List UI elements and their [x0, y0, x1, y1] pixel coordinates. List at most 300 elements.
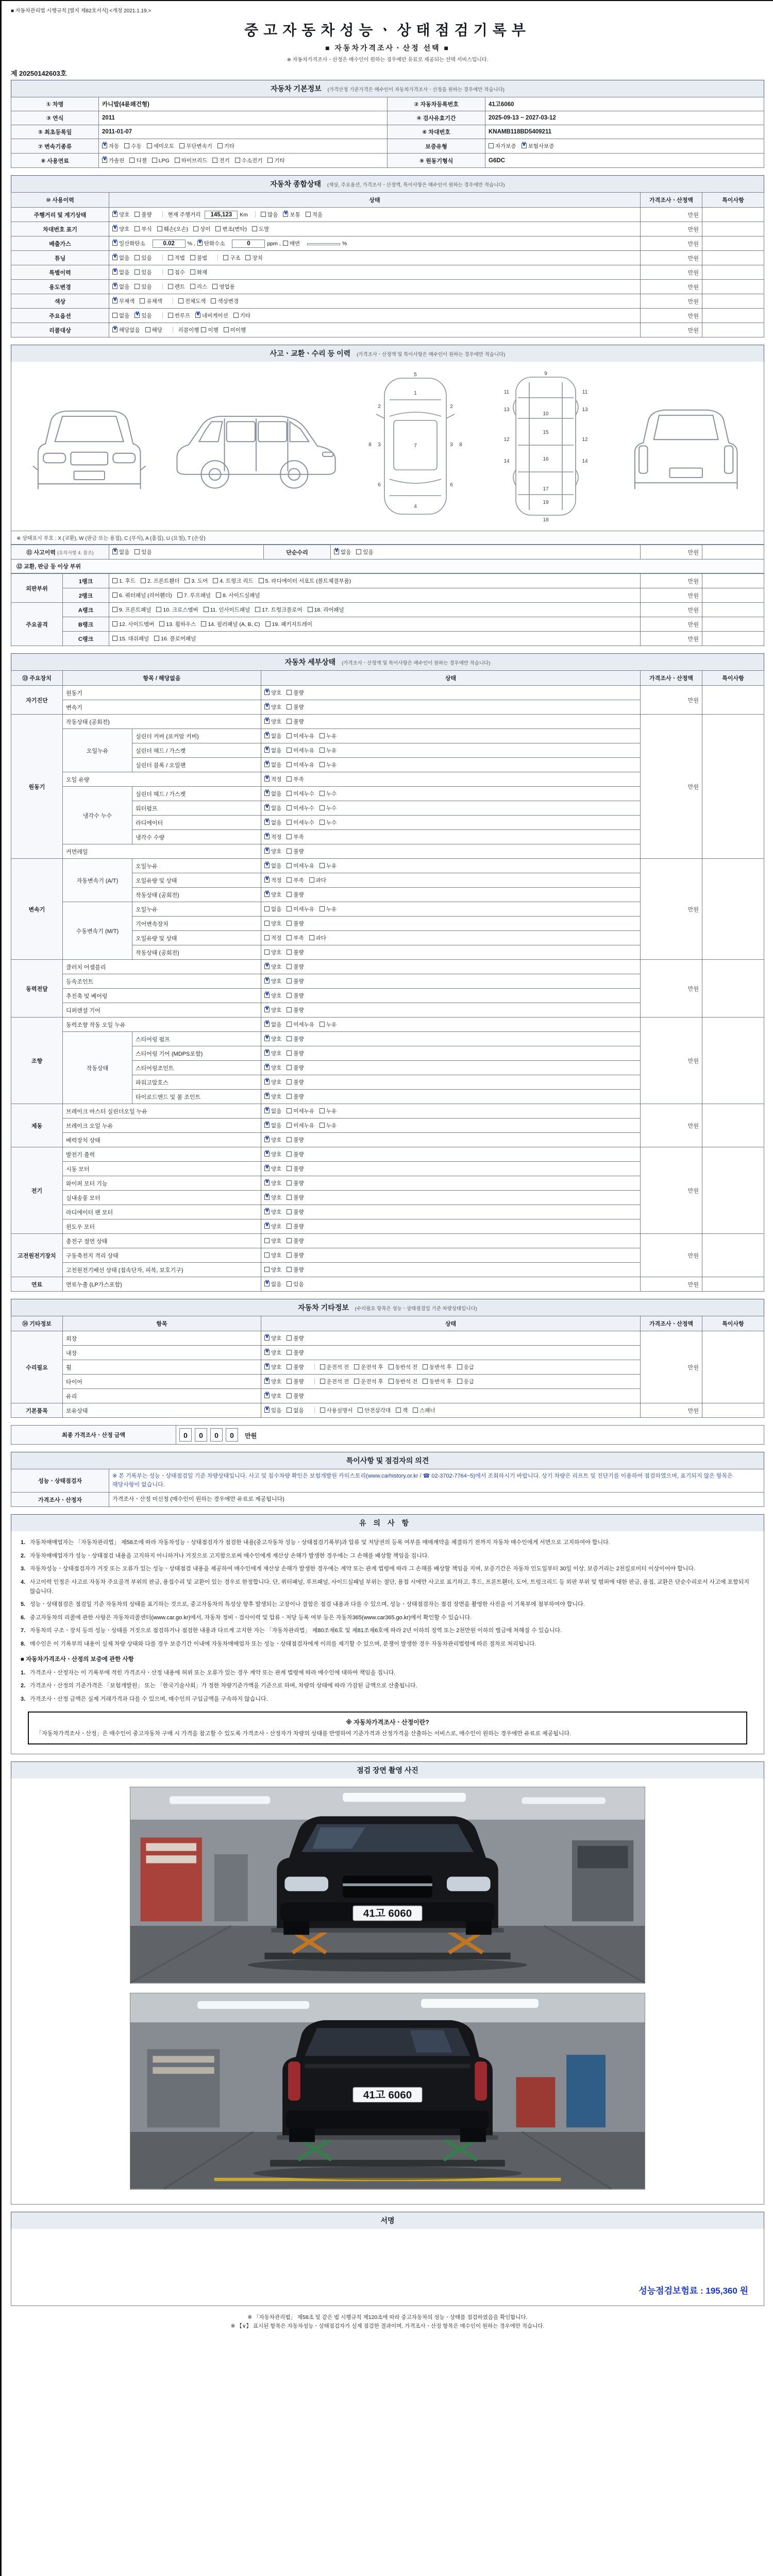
checkbox-option[interactable]: [287, 1122, 314, 1129]
checkbox-option[interactable]: [112, 548, 129, 556]
checkbox-option[interactable]: [396, 1406, 408, 1414]
checkbox-option[interactable]: [112, 297, 135, 305]
checkbox-option[interactable]: [287, 1006, 304, 1014]
checkbox-option[interactable]: [287, 1266, 304, 1274]
checkbox-option[interactable]: [252, 225, 269, 233]
checkbox-option[interactable]: [135, 312, 152, 319]
checkbox-option[interactable]: [522, 142, 554, 150]
opinion-text: ※ 본 기록부는 성능ㆍ상태점검일 기준 차량상태입니다. 사고 및 침수차량 확인은 보험개발원 카히스토리(www.carhistory.or.kr / ☎ 02-3702-7764~5)에서 조회하시기 바랍니다. 상기 차량은 리프트 및 진단기를 이용하여 점검하였으며, 표기되지 않은 항목은 해당사항이 없습니다.: [109, 1469, 764, 1493]
checkbox-option[interactable]: [264, 1122, 281, 1129]
checkbox-option[interactable]: [287, 1334, 304, 1342]
checkbox-option[interactable]: [216, 591, 260, 599]
item-label: 워터펌프: [132, 801, 261, 816]
option-label: 양호: [271, 1007, 282, 1013]
checkbox: [154, 636, 159, 641]
checkbox-option[interactable]: [152, 158, 170, 164]
checkbox-option[interactable]: [287, 1251, 304, 1259]
option-label: 누유: [326, 1108, 337, 1114]
rank-row: [11, 603, 764, 617]
simple-repair-state: [331, 545, 641, 560]
option-label: 적정: [271, 834, 282, 840]
item-state: [261, 1104, 641, 1118]
checkbox-option[interactable]: [287, 1136, 304, 1144]
option-label: 불량: [141, 212, 152, 218]
checkbox-option[interactable]: [264, 1064, 281, 1072]
checked-checkbox: [197, 241, 203, 246]
option-label: 양호: [119, 226, 130, 232]
checkbox: [168, 255, 173, 260]
checkbox-option[interactable]: [264, 1150, 281, 1158]
checkbox-option[interactable]: [135, 283, 152, 291]
checkbox-option[interactable]: [264, 1223, 281, 1230]
checkbox-option[interactable]: [287, 1150, 304, 1158]
price-cell: 만원: [641, 960, 702, 1018]
checkbox: [287, 993, 292, 998]
checkbox-option[interactable]: [224, 326, 246, 334]
checkbox-option[interactable]: [264, 891, 281, 899]
price-cell: 만원: [641, 1104, 702, 1147]
option-label: 전기: [219, 158, 230, 164]
checkbox-option[interactable]: [287, 833, 304, 841]
checkbox-option[interactable]: [320, 1363, 349, 1371]
checkbox-option[interactable]: [309, 876, 326, 884]
checkbox-option[interactable]: [259, 577, 351, 585]
checkbox-option[interactable]: [112, 591, 172, 599]
checkbox-option[interactable]: [413, 1406, 435, 1414]
checkbox-option[interactable]: [264, 732, 281, 740]
footer-notes: [11, 2313, 764, 2332]
option-label: 누수: [326, 820, 337, 826]
checkbox-option[interactable]: [457, 1378, 474, 1385]
section-final-price: [11, 1425, 764, 1445]
checkbox-option[interactable]: [264, 1266, 281, 1274]
price-survey-info-text: 「자동차가격조사ㆍ산정」은 매수인이 중고자동차 구매 시 가격을 참고할 수 있도록 가격조사ㆍ산정자가 차량의 상태를 반영하여 기준가격과 산정가격을 산출하는 서비스로, 매수인이 원하는 경우에만 유료로 제공됩니다.: [36, 1731, 572, 1737]
checkbox-option[interactable]: [135, 211, 152, 218]
checkbox-option[interactable]: [264, 1006, 281, 1014]
checkbox-option[interactable]: [287, 689, 304, 697]
checkbox-option[interactable]: [354, 1363, 383, 1371]
checkbox-option[interactable]: [287, 1078, 304, 1086]
checkbox-option[interactable]: [287, 703, 304, 711]
checkbox-option[interactable]: [320, 1378, 349, 1385]
checkbox: [124, 143, 129, 148]
checkbox-option[interactable]: [264, 948, 281, 956]
checkbox-option[interactable]: [264, 775, 281, 783]
checkbox-option[interactable]: [287, 1349, 304, 1357]
checkbox-option[interactable]: [320, 732, 337, 740]
checkbox-option[interactable]: [265, 620, 312, 628]
checkbox-option[interactable]: [177, 591, 211, 599]
final-price-unit: 만원: [245, 1432, 257, 1439]
notice-item: 4. 사고이력 인정은 사고로 자동차 주요골격 부위의 판금, 용접수리 및 교환이 있는 경우로 한정합니다. 단, 쿼터패널, 루프패널, 사이드실패널 부위는 절단, 용접 시에만 사고로 표기하고, 후드, 프론트휀더, 도어, 트렁크리드 등 외판 부위 및 범퍼에 대한 판금, 용접, 교환은 단순수리로서 사고에 포함되지 않습니다.: [21, 1579, 750, 1595]
checkbox-option[interactable]: [264, 689, 281, 697]
option-label: 동반석 전: [395, 1364, 418, 1370]
checkbox-option[interactable]: [264, 1136, 281, 1144]
checkbox-option[interactable]: [124, 142, 141, 150]
checkbox-option[interactable]: [112, 268, 129, 276]
rank-label: B랭크: [63, 617, 109, 632]
option-label: 불량: [293, 1224, 304, 1230]
checkbox-option[interactable]: [283, 211, 300, 218]
checkbox-option[interactable]: [287, 1406, 304, 1414]
checkbox-option[interactable]: [201, 620, 260, 628]
checkbox-option[interactable]: [168, 268, 185, 276]
checkbox-option[interactable]: [287, 920, 304, 927]
checkbox-option[interactable]: [283, 240, 300, 247]
checkbox-option[interactable]: [159, 620, 196, 628]
checkbox-option[interactable]: [264, 747, 281, 754]
option-label: 없음: [271, 1281, 282, 1287]
checkbox-option[interactable]: [157, 225, 189, 233]
checked-checkbox: [264, 993, 270, 998]
checkbox-option[interactable]: [287, 1237, 304, 1245]
checkbox-option[interactable]: [197, 240, 225, 247]
checkbox-option[interactable]: [320, 905, 337, 913]
checkbox-option[interactable]: [264, 876, 281, 884]
inspection-photo-front: [130, 1787, 645, 1984]
item-state: [261, 1248, 641, 1263]
checkbox-option[interactable]: [135, 268, 152, 276]
checkbox-option[interactable]: [287, 992, 304, 999]
checkbox-option[interactable]: [320, 819, 337, 826]
option-label: 양호: [271, 1224, 282, 1230]
checkbox-option[interactable]: [309, 934, 326, 942]
checkbox-option[interactable]: [287, 1165, 304, 1173]
checkbox-option[interactable]: [389, 1363, 418, 1371]
checkbox-option[interactable]: [287, 790, 314, 798]
checkbox-option[interactable]: [190, 254, 207, 262]
checkbox-option[interactable]: [245, 254, 262, 262]
option-label: 불량: [293, 892, 304, 898]
remark-cell: [702, 859, 764, 960]
checkbox-option[interactable]: [287, 1107, 314, 1115]
checkbox-option[interactable]: [287, 1378, 304, 1385]
section-accident-history: [11, 345, 764, 646]
checkbox-option[interactable]: [287, 948, 304, 956]
price-cell: 만원: [641, 859, 702, 960]
option-label: 디젤: [136, 158, 147, 164]
checkbox-option[interactable]: [354, 1378, 383, 1385]
checkbox-option[interactable]: [264, 963, 281, 971]
checkbox-option[interactable]: [264, 819, 281, 826]
checkbox-option[interactable]: [264, 1349, 281, 1357]
checkbox-option[interactable]: [264, 1280, 281, 1288]
item-state: [261, 1046, 641, 1061]
checkbox-option[interactable]: [201, 326, 218, 334]
remark-cell: [702, 1331, 764, 1403]
checkbox-option[interactable]: [168, 283, 185, 291]
checkbox-option[interactable]: [212, 283, 234, 291]
checkbox-option[interactable]: [211, 297, 239, 305]
checkbox-option[interactable]: [179, 142, 212, 150]
checkbox-option[interactable]: [287, 876, 304, 884]
opinion-text: 가격조사ㆍ산정 미신청 (매수인이 원하는 경우에만 유료로 제공됩니다): [109, 1493, 764, 1507]
checkbox-option[interactable]: [145, 326, 162, 334]
checkbox-option[interactable]: [457, 1363, 474, 1371]
checkbox-option[interactable]: [287, 848, 304, 855]
checkbox-option[interactable]: [264, 1406, 281, 1414]
checkbox-option[interactable]: [264, 1392, 281, 1400]
svg-text:8: 8: [459, 442, 462, 448]
option-label: 기타: [240, 313, 251, 319]
checkbox-option[interactable]: [190, 283, 207, 291]
price-cell: 만원: [641, 545, 702, 560]
checkbox-option[interactable]: [264, 1363, 281, 1371]
checkbox-option[interactable]: [255, 606, 302, 614]
checkbox-option[interactable]: [287, 761, 314, 769]
checkbox: [287, 877, 292, 883]
checkbox-option[interactable]: [320, 1107, 337, 1115]
checkbox-option[interactable]: [264, 718, 281, 725]
checkbox-option[interactable]: [112, 606, 151, 614]
checkbox-option[interactable]: [264, 1049, 281, 1057]
checkbox-option[interactable]: [264, 1334, 281, 1342]
checkbox-option[interactable]: [287, 775, 304, 783]
license-plate-rear: 41고 6060: [363, 2089, 412, 2101]
checked-checkbox: [112, 284, 117, 289]
document-number: 제 20250142603호: [11, 70, 67, 77]
checkbox-option[interactable]: [215, 225, 247, 233]
checkbox-option[interactable]: [156, 606, 198, 614]
checkbox-option[interactable]: [102, 157, 124, 164]
checkbox: [287, 1224, 292, 1229]
checkbox-option[interactable]: [102, 142, 119, 150]
device-row: [11, 715, 764, 729]
checkbox-option[interactable]: [287, 1064, 304, 1072]
checkbox-option[interactable]: [264, 1194, 281, 1201]
checkbox-option[interactable]: [112, 254, 129, 262]
checkbox-option[interactable]: [423, 1363, 452, 1371]
divider: [162, 211, 163, 217]
checkbox-option[interactable]: [264, 1021, 281, 1028]
item-label: 기어변속장치: [132, 917, 261, 931]
checkbox-option[interactable]: [358, 1406, 391, 1414]
checkbox-option[interactable]: [213, 577, 253, 585]
checked-checkbox: [264, 1350, 270, 1355]
field-value: 41고6060: [485, 97, 764, 111]
checkbox-option[interactable]: [320, 761, 337, 769]
checkbox-option[interactable]: [287, 977, 304, 985]
checkbox-option[interactable]: [264, 761, 281, 769]
checkbox-option[interactable]: [112, 225, 129, 233]
checkbox-option[interactable]: [264, 905, 281, 913]
checkbox-option[interactable]: [287, 1179, 304, 1187]
device-group: 전기: [11, 1147, 63, 1234]
option-label: 훼손(오손): [163, 226, 189, 232]
checkbox-option[interactable]: [287, 1035, 304, 1043]
checkbox-option[interactable]: [217, 142, 234, 150]
checkbox-option[interactable]: [264, 848, 281, 855]
checkbox-option[interactable]: [235, 157, 263, 164]
option-label: 13. 휠하우스: [166, 621, 196, 628]
checkbox-option[interactable]: [112, 326, 140, 334]
checkbox: [358, 1408, 363, 1413]
option-label: 사용설명서: [326, 1408, 353, 1414]
checkbox-option[interactable]: [112, 577, 136, 585]
title-block: [11, 19, 764, 63]
checkbox-option[interactable]: [190, 268, 207, 276]
checkbox-option[interactable]: [233, 312, 250, 319]
checkbox-option[interactable]: [287, 1392, 304, 1400]
option-label: 있음: [141, 549, 152, 555]
checkbox-option[interactable]: [135, 225, 152, 233]
checkbox-option[interactable]: [264, 804, 281, 812]
checkbox-option[interactable]: [141, 577, 179, 585]
checkbox-option[interactable]: [223, 254, 240, 262]
checkbox-option[interactable]: [264, 934, 281, 942]
option-label: 응급: [463, 1364, 474, 1370]
checkbox-option[interactable]: [356, 548, 373, 556]
checkbox-option[interactable]: [423, 1378, 452, 1385]
svg-text:10: 10: [543, 411, 549, 417]
checkbox-option[interactable]: [264, 992, 281, 999]
item-state: [261, 888, 641, 902]
checkbox-option[interactable]: [287, 1093, 304, 1100]
checkbox-option[interactable]: [184, 577, 208, 585]
checkbox-option[interactable]: [193, 225, 210, 233]
checkbox: [112, 621, 117, 626]
checkbox-option[interactable]: [261, 211, 278, 218]
entered-value: [307, 243, 340, 245]
notice-sub-title: ■ 자동차가격조사ㆍ산정의 보증에 관한 사항: [21, 1656, 134, 1663]
checkbox-option[interactable]: [287, 1208, 304, 1216]
checkbox-option[interactable]: [287, 1194, 304, 1201]
checkbox-option[interactable]: [389, 1378, 418, 1385]
checkbox-option[interactable]: [129, 157, 146, 164]
checkbox-option[interactable]: [287, 1223, 304, 1230]
checkbox-option[interactable]: [308, 606, 344, 614]
remark-cell: [702, 1104, 764, 1147]
checkbox-option[interactable]: [264, 790, 281, 798]
checkbox-option[interactable]: [287, 963, 304, 971]
checkbox-option[interactable]: [264, 920, 281, 927]
checkbox-option[interactable]: [320, 747, 337, 754]
checkbox: [287, 849, 292, 854]
option-label: 적법: [174, 255, 185, 261]
col-misc-state: 상태: [261, 1316, 641, 1331]
checkbox-option[interactable]: [154, 635, 196, 642]
checkbox-option[interactable]: [287, 732, 314, 740]
checkbox-option[interactable]: [320, 1122, 337, 1129]
checkbox-option[interactable]: [287, 1021, 314, 1028]
checkbox-option[interactable]: [112, 240, 145, 247]
checkbox-option[interactable]: [320, 862, 337, 870]
checkbox-option[interactable]: [112, 312, 129, 319]
checkbox-option[interactable]: [264, 862, 281, 870]
checkbox-option[interactable]: [112, 211, 129, 218]
signature-box[interactable]: [11, 2229, 764, 2306]
checkbox-option[interactable]: [264, 1093, 281, 1100]
item-label: 파워고압호스: [132, 1075, 261, 1090]
checkbox-option[interactable]: [334, 548, 351, 556]
checkbox-option[interactable]: [112, 620, 154, 628]
checkbox-option[interactable]: [320, 804, 337, 812]
checkbox-option[interactable]: [264, 833, 281, 841]
checkbox-option[interactable]: [287, 1049, 304, 1057]
checkbox: [264, 906, 270, 911]
checkbox-option[interactable]: [175, 157, 208, 164]
checkbox-option[interactable]: [264, 1078, 281, 1086]
checkbox: [235, 158, 240, 163]
checkbox-option[interactable]: [287, 905, 314, 913]
checkbox-option[interactable]: [264, 1107, 281, 1115]
option-label: 불량: [293, 1151, 304, 1158]
item-state: [109, 265, 641, 280]
notice-item: 7. 자동차의 구조ㆍ장치 등의 성능ㆍ상태를 거짓으로 점검하거나 점검한 내용과 다르게 고지한 자는 「자동차관리법」 제80조제6호 및 제81조제6호에 따라 2년 이하의 징역 또는 2천만원 이하의 벌금에 처해질 수 있습니다.: [21, 1628, 562, 1634]
checkbox-option[interactable]: [264, 703, 281, 711]
checkbox-option[interactable]: [287, 804, 314, 812]
option-label: 없음: [271, 733, 282, 739]
checkbox: [320, 1364, 325, 1369]
option-label: 미세누수: [293, 820, 314, 826]
checkbox-option[interactable]: [287, 1363, 304, 1371]
checkbox-option[interactable]: [267, 157, 284, 164]
checkbox-option[interactable]: [320, 790, 337, 798]
item-state: [261, 1133, 641, 1147]
checkbox-option[interactable]: [287, 747, 314, 754]
checkbox-option[interactable]: [112, 635, 149, 642]
checkbox-option[interactable]: [287, 862, 314, 870]
checkbox-option[interactable]: [264, 1035, 281, 1043]
section-header-detail: 자동차 세부상태 (가격조사ㆍ산정액 및 특이사항은 매수인이 원하는 경우에만 적습니다): [11, 653, 764, 670]
checkbox-option[interactable]: [287, 934, 304, 942]
checkbox-option[interactable]: [168, 254, 185, 262]
checked-checkbox: [283, 212, 288, 217]
checkbox: [264, 1252, 270, 1258]
checkbox-option[interactable]: [287, 819, 314, 826]
checkbox-option[interactable]: [320, 1406, 353, 1414]
option-label: 불량: [293, 1007, 304, 1013]
checkbox: [287, 1065, 292, 1070]
device-group: 고전원전기장치: [11, 1234, 63, 1277]
checkbox-option[interactable]: [147, 142, 175, 150]
checkbox-option[interactable]: [212, 157, 229, 164]
checked-checkbox: [264, 978, 270, 984]
checkbox-option[interactable]: [264, 1179, 281, 1187]
checkbox-option[interactable]: [264, 1237, 281, 1245]
checkbox-option[interactable]: [135, 254, 152, 262]
checkbox-option[interactable]: [287, 891, 304, 899]
checkbox-option[interactable]: [489, 142, 516, 150]
checkbox-option[interactable]: [264, 1378, 281, 1385]
checkbox: [204, 607, 209, 612]
checkbox-option[interactable]: [195, 312, 228, 319]
checkbox-option[interactable]: [178, 297, 206, 305]
checkbox: [212, 158, 217, 163]
checkbox-option[interactable]: [306, 211, 323, 218]
checkbox-option[interactable]: [112, 283, 129, 291]
simple-repair-label: 단순수리: [264, 545, 331, 560]
checkbox-option[interactable]: [287, 718, 304, 725]
option-label: 색상변경: [217, 298, 239, 304]
checkbox-option[interactable]: [264, 1165, 281, 1173]
checkbox-option[interactable]: [168, 312, 190, 319]
checkbox-option[interactable]: [264, 1251, 281, 1259]
checkbox-option[interactable]: [264, 977, 281, 985]
checkbox-option[interactable]: [264, 1208, 281, 1216]
checkbox-option[interactable]: [204, 606, 250, 614]
checkbox-option[interactable]: [287, 1280, 304, 1288]
option-label: 불량: [293, 1079, 304, 1086]
checkbox-option[interactable]: [135, 548, 152, 556]
divider: [162, 269, 163, 275]
option-label: 동반석 후: [429, 1364, 452, 1370]
option-label: 리스: [196, 284, 208, 290]
checkbox-option[interactable]: [140, 297, 162, 305]
checkbox: [223, 255, 228, 260]
option-label: 있음: [141, 313, 152, 319]
checkbox-option[interactable]: [320, 1021, 337, 1028]
